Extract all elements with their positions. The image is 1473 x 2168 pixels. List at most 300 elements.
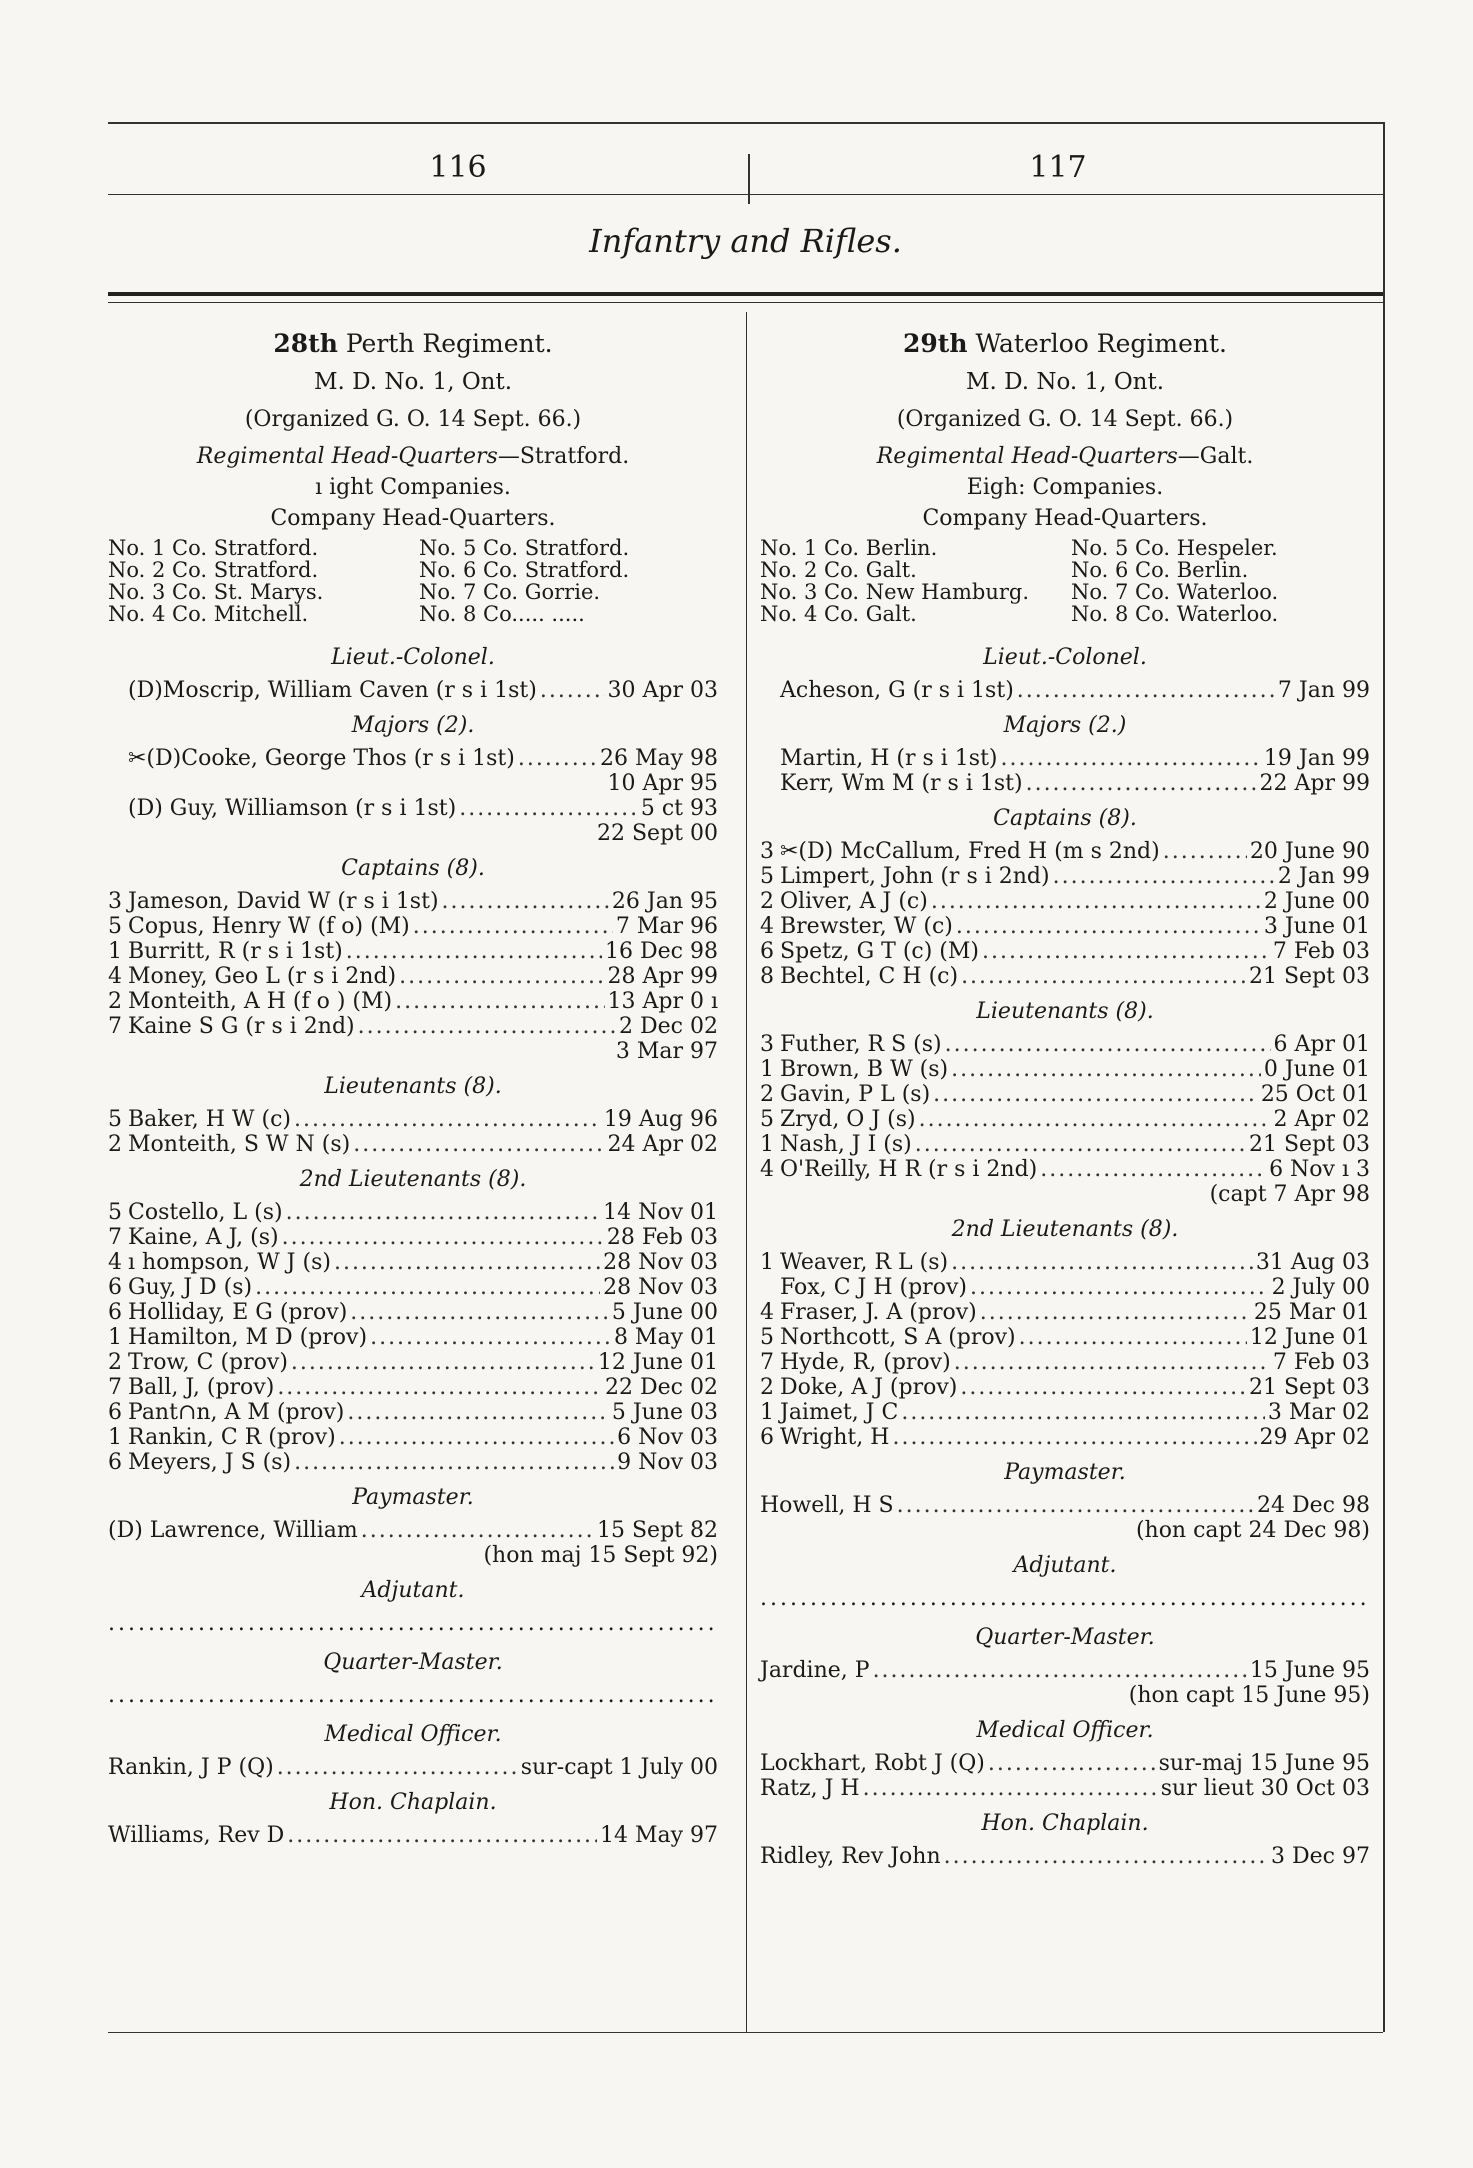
company-number: 5 (108, 914, 122, 939)
dot-leader (945, 1032, 1271, 1057)
dot-leader (287, 1823, 597, 1848)
officer-name: Costello, L (s) (128, 1200, 283, 1225)
dot-leader (863, 1776, 1158, 1801)
military-district: M. D. No. 1, Ont. (965, 369, 1165, 395)
company-number: 5 (760, 864, 774, 889)
organized-note: (Organized G. O. 14 Sept. 66.) (244, 407, 582, 432)
rank-date: 14 Nov 01 (603, 1200, 718, 1225)
roster-majors (108, 746, 718, 846)
dot-leader (395, 989, 604, 1014)
rank-date: sur-capt 1 July 00 (520, 1755, 718, 1780)
page-number-right: 117 (1029, 150, 1087, 185)
dot-leader (1019, 1325, 1247, 1350)
officer-name: Williams, Rev D (108, 1823, 285, 1848)
dot-leader (1053, 864, 1275, 889)
dot-leader (286, 1200, 601, 1225)
roster-row (760, 771, 1370, 796)
roster-lieutenants (760, 1032, 1370, 1207)
roster-row (108, 1450, 718, 1475)
roster-row (108, 1755, 718, 1780)
company-item: No. 7 Co. Waterloo. (1071, 580, 1279, 604)
dot-leader (1026, 771, 1257, 796)
officer-name: Jameson, David W (r s i 1st) (128, 889, 439, 914)
roster-row (760, 889, 1370, 914)
dot-leader (954, 1350, 1270, 1375)
company-number: 6 (760, 1425, 774, 1450)
companies-count: ı ight Companies. (315, 475, 511, 500)
roster-row (760, 1425, 1370, 1450)
roster-row (108, 1014, 718, 1039)
roster-row (760, 1400, 1370, 1425)
rank-date: 6 Nov ı 3 (1269, 1157, 1370, 1182)
roster-row (108, 1107, 718, 1132)
officer-name: Nash, J I (s) (780, 1132, 912, 1157)
officer-name: (D)Moscrip, William Caven (r s i 1st) (128, 678, 537, 703)
rank-date: 5 ct 93 (640, 796, 718, 821)
dot-leader (982, 939, 1270, 964)
roster-row (108, 746, 718, 771)
military-district: M. D. No. 1, Ont. (313, 369, 513, 395)
company-number: 1 (760, 1057, 774, 1082)
company-number: 1 (108, 1325, 122, 1350)
dot-leader (347, 1400, 608, 1425)
officer-name: Brewster, W (c) (780, 914, 953, 939)
rank-date: 8 May 01 (613, 1325, 718, 1350)
roster-captains (760, 839, 1370, 989)
officer-name: Wright, H (780, 1425, 890, 1450)
officer-name: ✂(D) McCallum, Fred H (m s 2nd) (780, 839, 1160, 864)
top-rule (108, 122, 1383, 124)
dot-leader (255, 1275, 600, 1300)
dot-leader (294, 1107, 601, 1132)
officer-name: Baker, H W (c) (128, 1107, 291, 1132)
rank-date: 7 Mar 96 (615, 914, 718, 939)
company-item: No. 1 Co. Stratford. (108, 536, 319, 560)
company-number: 3 (760, 1032, 774, 1057)
company-number: 3 (760, 839, 774, 864)
roster-row (760, 1493, 1370, 1518)
dot-leader (951, 1250, 1253, 1275)
officer-name: Holliday, E G (prov) (128, 1300, 348, 1325)
company-number: 1 (108, 939, 122, 964)
officer-name: ✂(D)Cooke, George Thos (r s i 1st) (128, 746, 515, 771)
page-number-divider (748, 154, 750, 204)
company-number: 5 (108, 1107, 122, 1132)
roster-row (760, 678, 1370, 703)
rank-date: 22 Apr 99 (1259, 771, 1370, 796)
rank-date: 5 June 00 (611, 1300, 718, 1325)
regiment-number: 28th (273, 329, 338, 358)
regimental-hq-label: Regimental Head-Quarters (876, 444, 1178, 469)
rank-date: 19 Aug 96 (603, 1107, 718, 1132)
roster-row (760, 1844, 1370, 1869)
company-number: 1 (760, 1250, 774, 1275)
dot-leader (339, 1425, 614, 1450)
company-number: 6 (108, 1450, 122, 1475)
running-head: Infantry and Rifles. (589, 222, 902, 260)
company-item: No. 5 Co. Stratford. (419, 536, 630, 560)
rank-date: 3 Dec 97 (1271, 1844, 1370, 1869)
rank-date: 21 Sept 03 (1249, 964, 1370, 989)
regiment-heading (760, 331, 1370, 356)
roster-row (760, 1275, 1370, 1300)
company-item: No. 6 Co. Stratford. (419, 558, 630, 582)
rank-date: 28 Nov 03 (603, 1275, 718, 1300)
company-item: No. 4 Co. Mitchell. (108, 602, 309, 626)
company-number: 4 (108, 964, 122, 989)
officer-name: Trow, C (prov) (128, 1350, 288, 1375)
roster-row (760, 1250, 1370, 1275)
company-number: 2 (760, 889, 774, 914)
company-number: 4 (760, 914, 774, 939)
rank-date: 25 Mar 01 (1253, 1300, 1370, 1325)
dot-leader (1040, 1157, 1266, 1182)
thin-rule (108, 302, 1383, 303)
officer-name: Copus, Henry W (f o) (M) (128, 914, 410, 939)
company-list (760, 537, 1370, 625)
rank-date: 28 Feb 03 (606, 1225, 718, 1250)
rank-date: 15 Sept 82 (597, 1518, 718, 1543)
rank-date: 24 Apr 02 (607, 1132, 718, 1157)
roster-row (108, 678, 718, 703)
rank-date: 12 June 01 (1249, 1325, 1370, 1350)
dot-leader (399, 964, 604, 989)
roster-row (108, 1400, 718, 1425)
roster-row (760, 1776, 1370, 1801)
rank-date: 2 Dec 02 (619, 1014, 718, 1039)
rank-date: 14 May 97 (599, 1823, 718, 1848)
company-number: 2 (108, 1350, 122, 1375)
officer-name: Hamilton, M D (prov) (128, 1325, 368, 1350)
dot-leader (1001, 746, 1261, 771)
roster-lt-col (760, 678, 1370, 703)
secondary-date: (hon capt 24 Dec 98) (1135, 1518, 1370, 1543)
company-item: No. 2 Co. Stratford. (108, 558, 319, 582)
dot-leader (931, 889, 1261, 914)
dot-leader (442, 889, 609, 914)
officer-name: (D) Guy, Williamson (r s i 1st) (128, 796, 457, 821)
company-item: No. 1 Co. Berlin. (760, 536, 938, 560)
rank-date: 13 Apr 0 ı (607, 989, 718, 1014)
dot-leader (346, 939, 602, 964)
roster-paymaster (108, 1518, 718, 1568)
regimental-hq-place: —Galt. (1177, 444, 1254, 469)
section-heading-lt-col: Lieut.-Colonel. (983, 645, 1147, 670)
dot-leader (919, 1107, 1271, 1132)
regimental-hq (108, 444, 718, 469)
roster-row (760, 864, 1370, 889)
company-item: No. 3 Co. New Hamburg. (760, 580, 1030, 604)
company-item: No. 7 Co. Gorrie. (419, 580, 601, 604)
dot-leader (334, 1250, 600, 1275)
rank-date: 21 Sept 03 (1249, 1375, 1370, 1400)
roster-quarter-master (760, 1658, 1370, 1708)
roster-chaplain (108, 1823, 718, 1848)
regimental-hq (760, 444, 1370, 469)
right-edge-rule (1383, 122, 1385, 2032)
section-heading-lieutenants: Lieutenants (8). (976, 999, 1154, 1024)
roster-row (760, 914, 1370, 939)
officer-name: Monteith, S W N (s) (128, 1132, 351, 1157)
roster-medical (108, 1755, 718, 1780)
company-number: 1 (760, 1132, 774, 1157)
rank-date: 26 May 98 (599, 746, 718, 771)
officer-name: ı hompson, W J (s) (128, 1250, 331, 1275)
roster-row (760, 1658, 1370, 1683)
roster-row (108, 1250, 718, 1275)
section-heading-paymaster: Paymaster. (352, 1485, 474, 1510)
page (108, 122, 1383, 2042)
secondary-date: 10 Apr 95 (607, 771, 718, 796)
section-heading-2nd-lieutenants: 2nd Lieutenants (8). (951, 1217, 1179, 1242)
rank-date: 31 Aug 03 (1255, 1250, 1370, 1275)
page-number-left: 116 (429, 150, 487, 185)
rank-date: 2 Jan 99 (1277, 864, 1370, 889)
roster-row (760, 964, 1370, 989)
left-column (108, 327, 718, 1856)
dot-leader (961, 964, 1246, 989)
rank-date: 26 Jan 95 (611, 889, 718, 914)
section-heading-lieutenants: Lieutenants (8). (324, 1074, 502, 1099)
secondary-date: (hon capt 15 June 95) (1128, 1683, 1370, 1708)
roster-row (108, 1325, 718, 1350)
rank-date: 22 Dec 02 (605, 1375, 718, 1400)
roster-row (108, 796, 718, 821)
dot-leader (944, 1844, 1268, 1869)
officer-name: Ball, J, (prov) (128, 1375, 275, 1400)
company-number: 6 (108, 1275, 122, 1300)
rank-date: 7 Jan 99 (1277, 678, 1370, 703)
company-number: 5 (760, 1107, 774, 1132)
officer-name: Pant∩n, A M (prov) (128, 1400, 345, 1425)
rank-date: 3 Mar 02 (1267, 1400, 1370, 1425)
organized-note: (Organized G. O. 14 Sept. 66.) (896, 407, 1234, 432)
company-number: 6 (108, 1300, 122, 1325)
dot-leader (518, 746, 597, 771)
dot-leader (901, 1400, 1265, 1425)
rank-date: sur lieut 30 Oct 03 (1160, 1776, 1370, 1801)
regimental-hq-label: Regimental Head-Quarters (196, 444, 498, 469)
rank-date: 7 Feb 03 (1272, 1350, 1370, 1375)
rank-date: 20 June 90 (1249, 839, 1370, 864)
rank-date: 2 June 00 (1263, 889, 1370, 914)
roster-row (108, 1823, 718, 1848)
company-number: 2 (760, 1082, 774, 1107)
rank-date: 6 Apr 01 (1273, 1032, 1370, 1057)
dot-leader (370, 1325, 611, 1350)
officer-name: Rankin, J P (Q) (108, 1755, 274, 1780)
company-number: 6 (108, 1400, 122, 1425)
officer-name: Money, Geo L (r s i 2nd) (128, 964, 397, 989)
dot-leader (459, 796, 638, 821)
officer-name: Monteith, A H (f o ) (M) (128, 989, 393, 1014)
company-number: 2 (108, 1132, 122, 1157)
roster-row (760, 1350, 1370, 1375)
company-number: 7 (108, 1014, 122, 1039)
roster-row (760, 1107, 1370, 1132)
company-number: 1 (108, 1425, 122, 1450)
roster-row (760, 1300, 1370, 1325)
rank-date: 6 Nov 03 (617, 1425, 718, 1450)
officer-name: Fox, C J H (prov) (780, 1275, 967, 1300)
secondary-date: 3 Mar 97 (615, 1039, 718, 1064)
roster-row (760, 1082, 1370, 1107)
company-hq-heading: Company Head-Quarters. (270, 506, 556, 531)
officer-name: Doke, A J (prov) (780, 1375, 958, 1400)
roster-row (108, 1375, 718, 1400)
dot-leader (350, 1300, 609, 1325)
company-number: 1 (760, 1400, 774, 1425)
rank-date: 24 Dec 98 (1257, 1493, 1370, 1518)
company-number: 7 (760, 1350, 774, 1375)
secondary-date: 22 Sept 00 (597, 821, 718, 846)
roster-row (108, 1425, 718, 1450)
dot-leader (277, 1375, 602, 1400)
company-item: No. 3 Co. St. Marys. (108, 580, 324, 604)
officer-name: Brown, B W (s) (780, 1057, 949, 1082)
roster-row (760, 1057, 1370, 1082)
rank-date: 19 Jan 99 (1263, 746, 1370, 771)
officer-name: Spetz, G T (c) (M) (780, 939, 979, 964)
company-number: 2 (760, 1375, 774, 1400)
officer-name: Martin, H (r s i 1st) (780, 746, 998, 771)
section-heading-medical: Medical Officer. (324, 1722, 502, 1747)
dot-leader (1017, 678, 1275, 703)
officer-name: Kaine S G (r s i 2nd) (128, 1014, 355, 1039)
header-rule (108, 194, 1383, 195)
officer-name: Oliver, A J (c) (780, 889, 928, 914)
officer-name: Ridley, Rev John (760, 1844, 941, 1869)
company-number: 4 (760, 1157, 774, 1182)
dot-leader (970, 1275, 1269, 1300)
roster-majors (760, 746, 1370, 796)
company-number: 7 (108, 1225, 122, 1250)
rank-date: 2 July 00 (1271, 1275, 1370, 1300)
roster-row (108, 1275, 718, 1300)
roster-lieutenants (108, 1107, 718, 1157)
company-item: No. 8 Co. Waterloo. (1071, 602, 1279, 626)
roster-row (108, 914, 718, 939)
rank-date: 30 Apr 03 (607, 678, 718, 703)
officer-name: Ratz, J H (760, 1776, 860, 1801)
section-heading-adjutant: Adjutant. (361, 1578, 465, 1603)
company-item: No. 2 Co. Galt. (760, 558, 917, 582)
roster-row (760, 1751, 1370, 1776)
regiment-heading (108, 331, 718, 356)
officer-name: Fraser, J. A (prov) (780, 1300, 977, 1325)
dot-leader (960, 1375, 1246, 1400)
dot-leader (892, 1425, 1256, 1450)
bottom-rule (108, 2032, 1383, 2033)
rank-date: sur-maj 15 June 95 (1158, 1751, 1370, 1776)
officer-name: Zryd, O J (s) (780, 1107, 916, 1132)
dot-leader (358, 1014, 616, 1039)
dot-leader (413, 914, 613, 939)
roster-row (108, 1225, 718, 1250)
regiment-number: 29th (903, 329, 968, 358)
section-heading-captains: Captains (8). (993, 806, 1137, 831)
dot-leader (933, 1082, 1258, 1107)
roster-row (108, 989, 718, 1014)
company-item: No. 5 Co. Hespeler. (1071, 536, 1278, 560)
dot-leader (897, 1493, 1254, 1518)
roster-row (760, 1157, 1370, 1182)
officer-name: Jaimet, J C (780, 1400, 899, 1425)
rank-date: 16 Dec 98 (605, 939, 718, 964)
roster-row (760, 746, 1370, 771)
officer-name: Hyde, R, (prov) (780, 1350, 951, 1375)
rank-date: 3 June 01 (1263, 914, 1370, 939)
rank-date: 28 Apr 99 (607, 964, 718, 989)
officer-name: Rankin, C R (prov) (128, 1425, 336, 1450)
dot-leader (980, 1300, 1251, 1325)
dot-leader (951, 1057, 1261, 1082)
section-heading-captains: Captains (8). (341, 856, 485, 881)
officer-name: Kerr, Wm M (r s i 1st) (780, 771, 1023, 796)
company-number: 4 (760, 1300, 774, 1325)
roster-captains (108, 889, 718, 1064)
section-heading-majors: Majors (2). (351, 713, 475, 738)
rank-date: 25 Oct 01 (1260, 1082, 1370, 1107)
roster-row (108, 1300, 718, 1325)
roster-row (108, 1132, 718, 1157)
roster-row (108, 939, 718, 964)
rank-date: 12 June 01 (597, 1350, 718, 1375)
roster-row (108, 964, 718, 989)
regiment-name: Waterloo Regiment. (975, 329, 1227, 358)
section-heading-paymaster: Paymaster. (1004, 1460, 1126, 1485)
roster-row (760, 1375, 1370, 1400)
section-heading-chaplain: Hon. Chaplain. (329, 1790, 497, 1815)
roster-2nd-lieutenants (760, 1250, 1370, 1450)
officer-name: Lockhart, Robt J (Q) (760, 1751, 985, 1776)
dot-leader (353, 1132, 604, 1157)
regiment-name: Perth Regiment. (345, 329, 553, 358)
dot-leader (540, 678, 605, 703)
blank-dotted-line (760, 1586, 1370, 1611)
secondary-date: (hon maj 15 Sept 92) (483, 1543, 718, 1568)
officer-name: Northcott, S A (prov) (780, 1325, 1016, 1350)
thick-rule (108, 292, 1383, 296)
roster-chaplain (760, 1844, 1370, 1869)
rank-date: 7 Feb 03 (1272, 939, 1370, 964)
company-hq-heading: Company Head-Quarters. (922, 506, 1208, 531)
rank-date: 0 June 01 (1263, 1057, 1370, 1082)
company-number: 8 (760, 964, 774, 989)
section-heading-2nd-lieutenants: 2nd Lieutenants (8). (299, 1167, 527, 1192)
company-number: 6 (760, 939, 774, 964)
officer-name: Futher, R S (s) (780, 1032, 942, 1057)
secondary-date: (capt 7 Apr 98 (1209, 1182, 1370, 1207)
company-number: 4 (108, 1250, 122, 1275)
dot-leader (873, 1658, 1247, 1683)
officer-name: Guy, J D (s) (128, 1275, 253, 1300)
dot-leader (291, 1350, 595, 1375)
blank-dotted-line (108, 1611, 718, 1636)
section-heading-chaplain: Hon. Chaplain. (981, 1811, 1149, 1836)
dot-leader (915, 1132, 1246, 1157)
officer-name: O'Reilly, H R (r s i 2nd) (780, 1157, 1038, 1182)
roster-row (760, 1325, 1370, 1350)
column-divider (746, 312, 747, 2032)
section-heading-quarter-master: Quarter-Master. (975, 1625, 1155, 1650)
dot-leader (277, 1755, 518, 1780)
officer-name: (D) Lawrence, William (108, 1518, 358, 1543)
company-item: No. 4 Co. Galt. (760, 602, 917, 626)
rank-date: 5 June 03 (611, 1400, 718, 1425)
officer-name: Meyers, J S (s) (128, 1450, 292, 1475)
regimental-hq-place: —Stratford. (497, 444, 630, 469)
